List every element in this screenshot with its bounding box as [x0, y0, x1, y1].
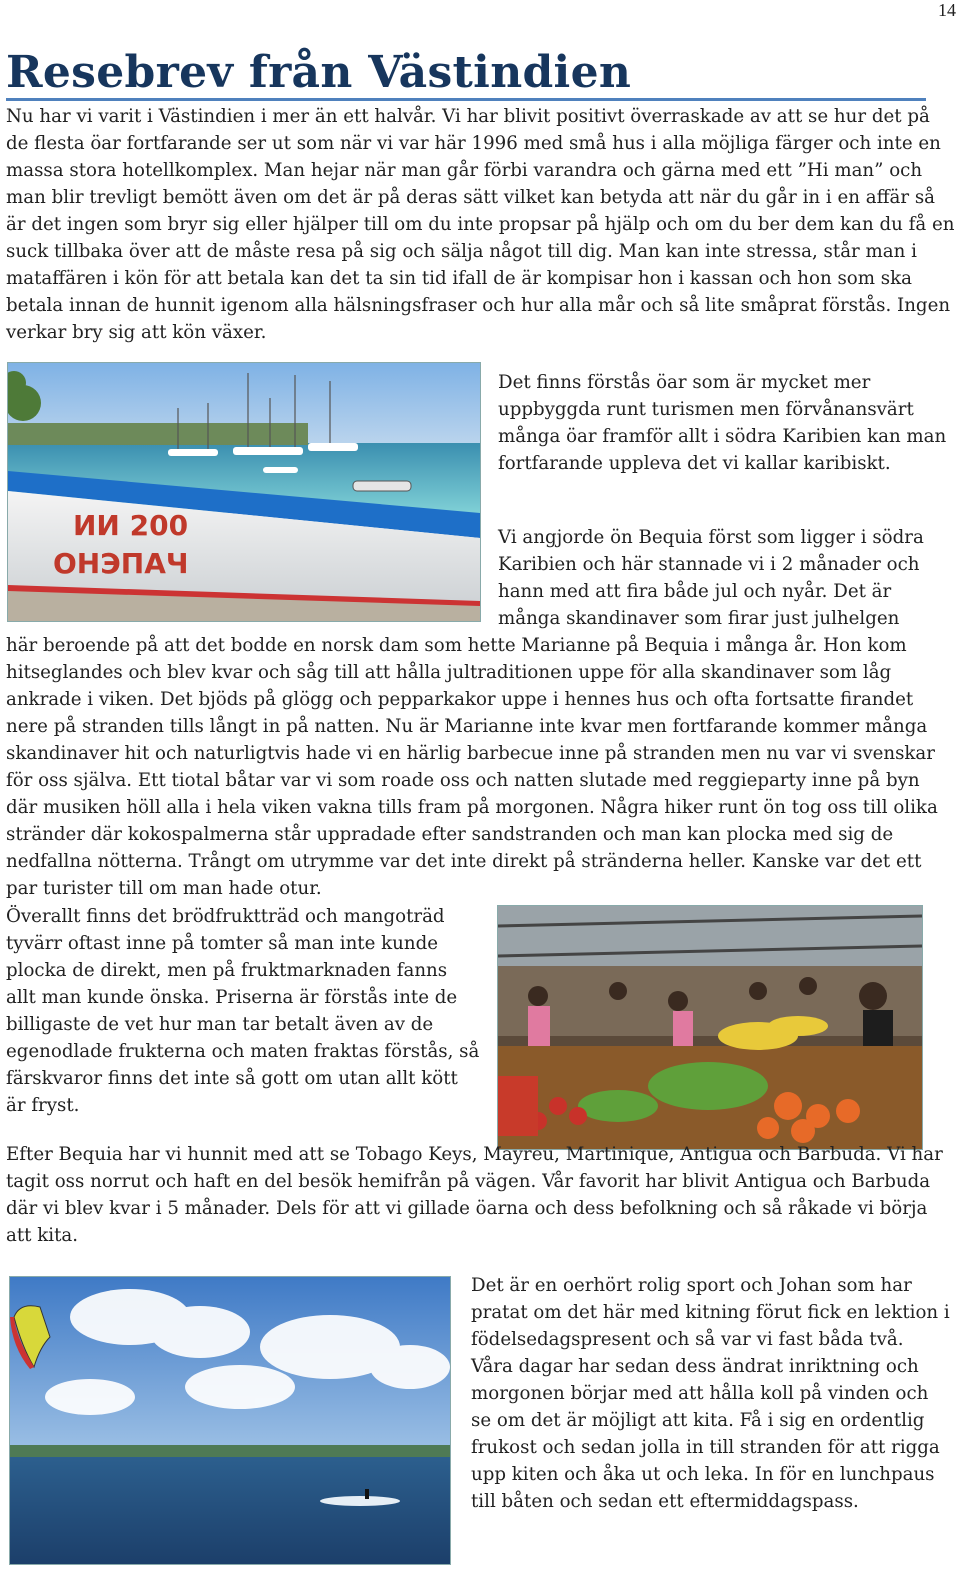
boat-hull-number: ИИ 200 [73, 509, 189, 542]
paragraph-fruit: Överallt finns det brödfruktträd och mangoträd tyvärr oftast inne på tomter så man inte kunde plocka de direkt, men på fruktmarknaden fanns allt man kunde önska. Priserna är förstås inte de billigaste de vet hur man tar betalt även av de egenodlade frukterna och maten fraktas förstås, så färskvaror finns det inte så gott om utan allt kött är fryst. [6, 906, 480, 1116]
paragraph-intro: Nu har vi varit i Västindien i mer än ett halvår. Vi har blivit positivt överraskade av att se hur det på de flesta öar fortfarande ser ut som när vi var här 1996 med små hus i alla möjliga färger och inte en massa stora hotellkomplex. Man hejar när man går förbi varandra och gärna med ett ”Hi man” och man blir trevligt bemött även om det är på deras sätt vilket kan betyda att när du går in i en affär så är det ingen som bryr sig eller hjälper till om du inte propsar på hjälp och om du ber dem kan du få en suck tillbaka över att de måste resa på sig och sälja något till dig. Man kan inte stressa, står man i mataffären i kön för att betala kan det ta sin tid ifall de är kompisar hon i kassan och hon som ska betala innan de hunnit igenom alla hälsningsfraser och hur alla mår och så lite småprat förstås. Ingen verkar bry sig att kön växer. [6, 106, 955, 343]
paragraph-islands: Efter Bequia har vi hunnit med att se Tobago Keys, Mayreu, Martinique, Antigua och Barbuda. Vi har tagit oss norrut och haft en del besök hemifrån på vägen. Vår favorit har blivit Antigua och Barbuda där vi blev kvar i 5 månader. Dels för att vi gillade öarna och dess befolkning och så råkade vi börja att kita. [6, 1144, 943, 1246]
article-title: Resebrev från Västindien [6, 47, 632, 98]
page-number: 14 [938, 0, 956, 20]
paragraph-kitesurf: Det är en oerhört rolig sport och Johan som har pratat om det här med kitning förut fick en lektion i födelsedagspresent och så var vi fast båda två. Våra dagar har sedan dess ändrat inriktning och morgonen börjar med att hålla koll på vinden och se om det är möjligt att kita. Få i sig en ordentlig frukost och sedan jolla in till stranden för att rigga upp kiten och åka ut och leka. In för en lunchpaus till båten och sedan ett eftermiddagspass. [471, 1275, 950, 1512]
paragraph-tourism: Det finns förstås öar som är mycket mer uppbyggda runt turismen men förvånansvärt många öar framför allt i södra Karibien kan man fortfarande uppleva det vi kallar karibiskt. [498, 372, 947, 474]
title-rule [6, 48, 926, 101]
boat-hull-name: ОНЭПАЧ [53, 547, 189, 580]
kitesurf-photo [9, 1276, 451, 1565]
fruit-market-photo [497, 905, 923, 1150]
boat-photo [7, 362, 481, 622]
paragraph-bequia-continued: här beroende på att det bodde en norsk dam som hette Marianne på Bequia i många år. Hon kom hitseglandes och blev kvar och såg till att hålla jultraditionen uppe för alla skandinaver som låg ankrade i viken. Det bjöds på glögg och pepparkakor uppe i hennes hus och ofta fortsatte firandet nere på stranden tills långt in på natten. Nu är Marianne inte kvar men fortfarande kommer många skandinaver hit och naturligtvis hade vi en härlig barbecue inne på stranden men nu var vi svenskar för oss själva. Ett tiotal båtar var vi som roade oss och natten slutade med reggieparty inne på byn där musiken höll alla i hela viken vakna tills fram på morgonen. Några hiker runt ön tog oss till olika stränder där kokospalmerna står uppradade efter sandstranden och man kan plocka med sig de nedfallna nötterna. Trångt om utrymme var det inte direkt på stränderna heller. Kanske var det ett par turister till om man hade otur. [6, 635, 938, 899]
paragraph-bequia-start: Vi angjorde ön Bequia först som ligger i södra Karibien och här stannade vi i 2 månader och hann med att fira både jul och nyår. Det är många skandinaver som firar just julhelgen [498, 527, 924, 629]
